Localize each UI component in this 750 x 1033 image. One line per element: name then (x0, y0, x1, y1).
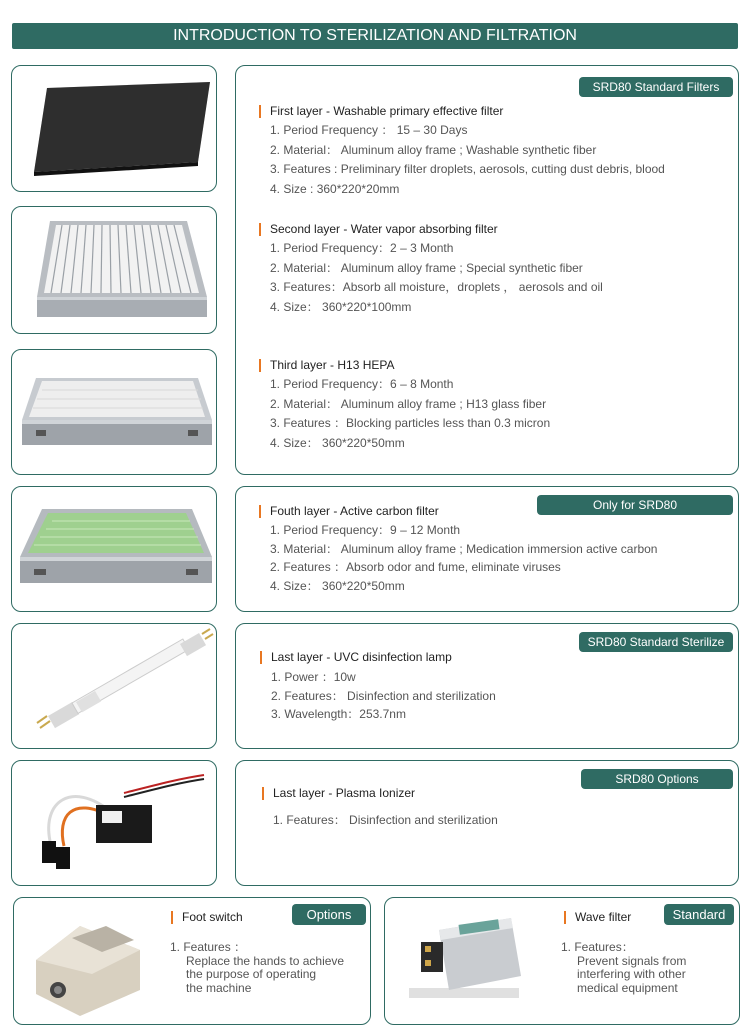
wave-filter-heading: Wave filter (575, 910, 632, 924)
vapor-filter-image-panel (11, 206, 217, 334)
wave-filter-features (561, 941, 686, 995)
only-for-badge: Only for SRD80 (537, 495, 733, 515)
foot-switch-image (22, 908, 152, 1018)
uvc-lamp-image (12, 624, 218, 750)
carbon-filter-panel (235, 486, 739, 612)
spec-line: 2. Material： Aluminum alloy frame ; Washable synthetic fiber (270, 142, 597, 157)
foot-switch-heading: Foot switch (182, 910, 243, 924)
carbon-filter-image (12, 487, 218, 613)
spec-line: 1. Period Frequency：9 – 12 Month (270, 523, 461, 537)
feature-line: interfering with other (577, 967, 686, 981)
ionizer-panel (235, 760, 739, 886)
spec-line: 4. Size： 360*220*100mm (270, 299, 412, 314)
first-layer-heading: First layer - Washable primary effective filter (270, 104, 504, 118)
feature-line: medical equipment (577, 980, 678, 995)
hepa-filter-image-panel (11, 349, 217, 475)
wave-filter-image (399, 908, 539, 1018)
ionizer-layer-specs (273, 811, 498, 831)
spec-line: 1. Period Frequency：6 – 8 Month (270, 377, 454, 391)
primary-filter-image-panel (11, 65, 217, 192)
second-layer-specs (270, 239, 603, 317)
options-badge: SRD80 Options (581, 769, 733, 789)
fourth-layer-heading: Fouth layer - Active carbon filter (270, 504, 439, 518)
spec-line: 2. Features ：Absorb odor and fume, eliminate viruses (270, 560, 561, 574)
spec-line: 2. Features： Disinfection and sterilization (271, 688, 496, 703)
spec-line: 3. Features ：Blocking particles less than 0.3 micron (270, 416, 551, 430)
standard-filters-badge: SRD80 Standard Filters (579, 77, 733, 97)
uvc-layer-heading: Last layer - UVC disinfection lamp (271, 650, 452, 664)
hepa-filter-image (12, 350, 218, 476)
spec-line: 3. Features：Absorb all moisture，droplets ， aerosols and oil (270, 280, 603, 294)
spec-line: 1. Features： Disinfection and sterilization (273, 813, 498, 827)
uvc-layer-specs (271, 668, 496, 724)
uvc-lamp-image-panel (11, 623, 217, 749)
primary-filter-image (12, 66, 218, 193)
ionizer-image (12, 761, 218, 887)
standard-sterilize-badge: SRD80 Standard Sterilize (579, 632, 733, 652)
spec-line: 4. Size : 360*220*20mm (270, 181, 400, 196)
uvc-lamp-panel (235, 623, 739, 749)
wave-filter-standard-badge: Standard (664, 904, 734, 925)
spec-line: 3. Features : Preliminary filter droplets, aerosols, cutting dust debris, blood (270, 162, 665, 176)
foot-switch-panel (13, 897, 371, 1025)
foot-switch-features (170, 941, 344, 995)
spec-line: 1. Period Frequency ： 15 – 30 Days (270, 123, 468, 137)
spec-line: 3. Wavelength：253.7nm (271, 707, 406, 721)
vapor-filter-image (12, 207, 218, 335)
filters-panel (235, 65, 739, 475)
spec-line: 4. Size： 360*220*50mm (270, 435, 405, 450)
feature-line: the machine (186, 980, 252, 995)
ionizer-layer-heading: Last layer - Plasma Ionizer (273, 786, 416, 800)
feature-line: Replace the hands to achieve (186, 953, 345, 968)
spec-line: 1. Power ：10w (271, 670, 356, 684)
spec-line: 4. Size： 360*220*50mm (270, 578, 405, 593)
ionizer-image-panel (11, 760, 217, 886)
third-layer-specs (270, 375, 550, 453)
feature-line: 1. Features ： (170, 940, 247, 954)
first-layer-specs (270, 121, 665, 199)
foot-switch-options-badge: Options (292, 904, 366, 925)
feature-line: Prevent signals from (577, 953, 687, 968)
spec-line: 3. Material： Aluminum alloy frame ; Medication immersion active carbon (270, 541, 658, 556)
carbon-filter-image-panel (11, 486, 217, 612)
feature-line: 1. Features： (561, 940, 634, 954)
fourth-layer-specs (270, 521, 657, 595)
feature-line: the purpose of operating (186, 967, 317, 981)
third-layer-heading: Third layer - H13 HEPA (270, 358, 395, 372)
spec-line: 2. Material： Aluminum alloy frame ; Special synthetic fiber (270, 260, 583, 275)
page-title: INTRODUCTION TO STERILIZATION AND FILTRATION (12, 23, 738, 49)
spec-line: 2. Material： Aluminum alloy frame ; H13 glass fiber (270, 396, 547, 411)
spec-line: 1. Period Frequency：2 – 3 Month (270, 241, 454, 255)
wave-filter-panel (384, 897, 740, 1025)
second-layer-heading: Second layer - Water vapor absorbing filter (270, 222, 498, 236)
